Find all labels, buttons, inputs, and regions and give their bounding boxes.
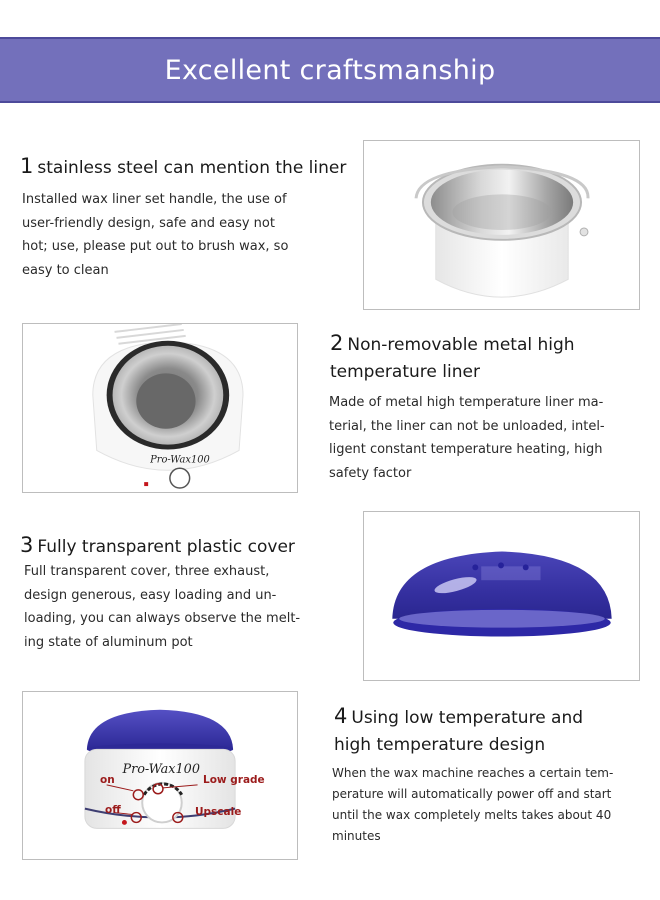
wax-heater-dial-image: [22, 691, 298, 860]
feature-3-line-1: Full transparent cover, three exhaust,: [24, 564, 270, 579]
feature-4-title-line-1: Using low temperature and: [351, 708, 584, 728]
feature-4-line-2: perature will automatically power off and start: [332, 787, 612, 801]
callout-upscale: Upscale: [195, 806, 242, 818]
stainless-liner-image: [363, 140, 640, 310]
feature-3-title-text: Fully transparent plastic cover: [37, 537, 295, 557]
feature-1-description: [22, 188, 288, 282]
liner-bowl-icon: [364, 141, 639, 309]
feature-1-line-3: hot; use, please put out to brush wax, so: [22, 239, 289, 254]
feature-1-line-1: Installed wax liner set handle, the use of: [22, 192, 287, 207]
wax-heater-top-icon: [23, 324, 297, 492]
brand-logo: Pro-Wax100: [150, 454, 210, 466]
feature-2-title-line-2: temperature liner: [330, 362, 480, 382]
header-banner: [0, 37, 660, 103]
callout-on: on: [100, 774, 115, 786]
feature-4-number: 4: [334, 704, 348, 728]
feature-2-number: 2: [330, 331, 344, 355]
feature-3-line-2: design generous, easy loading and un-: [24, 587, 277, 603]
feature-2-line-2: terial, the liner can not be unloaded, intel-: [329, 418, 605, 434]
power-indicator-light: [122, 820, 127, 825]
feature-1-line-2: user-friendly design, safe and easy not: [22, 215, 275, 231]
transparent-cover-image: [363, 511, 640, 681]
feature-3-line-4: ing state of aluminum pot: [24, 634, 193, 650]
power-indicator-light: [144, 482, 148, 486]
feature-4-description: [332, 763, 613, 847]
feature-2-title: [330, 330, 575, 386]
feature-3-line-3: loading, you can always observe the melt-: [24, 611, 301, 626]
feature-3-description: [24, 560, 300, 654]
wax-heater-top-image: [22, 323, 298, 493]
feature-3-number: 3: [20, 533, 34, 557]
feature-2-description: [329, 391, 605, 485]
callout-off: off: [105, 804, 121, 816]
feature-2-line-3: ligent constant temperature heating, high: [329, 442, 603, 457]
brand-logo: Pro-Wax100: [122, 762, 201, 778]
callout-low-grade: Low grade: [203, 774, 265, 786]
feature-1-line-4: easy to clean: [22, 262, 109, 278]
dome-cover-icon: [364, 512, 639, 680]
feature-4-line-3: until the wax completely melts takes about 40: [332, 808, 612, 822]
feature-1-number: 1: [20, 154, 34, 178]
page-title: Excellent craftsmanship: [164, 54, 496, 86]
feature-4-title: [334, 703, 583, 759]
feature-1-title: [20, 153, 346, 182]
feature-2-line-4: safety factor: [329, 465, 412, 481]
feature-2-line-1: Made of metal high temperature liner ma-: [329, 395, 604, 410]
feature-4-line-1: When the wax machine reaches a certain tem-: [332, 766, 614, 780]
feature-3-title: [20, 532, 295, 561]
feature-4-title-line-2: high temperature design: [334, 735, 546, 755]
feature-1-title-text: stainless steel can mention the liner: [37, 158, 347, 178]
feature-4-line-4: minutes: [332, 829, 381, 843]
feature-2-title-line-1: Non-removable metal high: [347, 335, 575, 355]
